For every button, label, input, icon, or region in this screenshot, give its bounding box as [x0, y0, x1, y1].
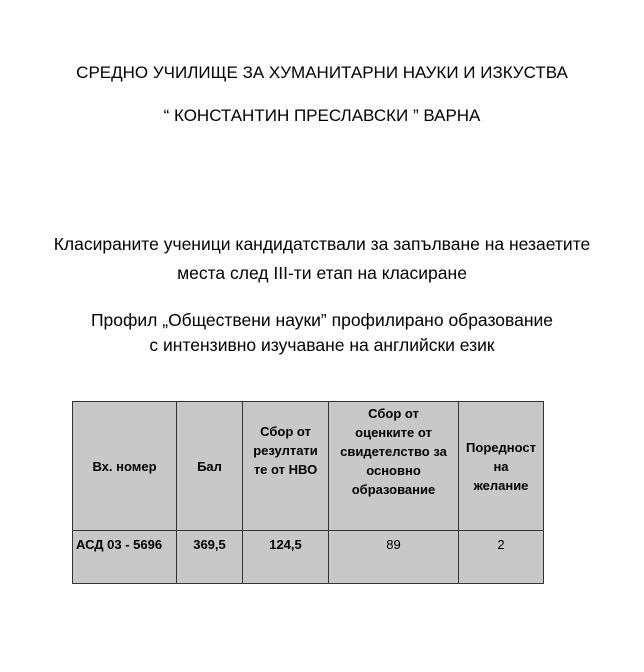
header-cert-l5: образование: [351, 482, 436, 497]
header-pref-l1: Поредност: [466, 439, 536, 455]
title-line2: места след III-ти етап на класиране: [177, 263, 467, 283]
header-pref-l2: на: [493, 458, 509, 474]
results-table: [72, 401, 544, 584]
header-cert-l3: свидетелство за: [340, 444, 447, 459]
header-entry-number: [73, 402, 177, 531]
header-score: [177, 402, 243, 531]
cell-preference-order: 2: [459, 531, 544, 584]
header-nvo-sum: [243, 402, 329, 531]
header-nvo-sum-l3: те от НВО: [253, 462, 318, 477]
header-preference-order: [459, 402, 544, 531]
header-nvo-sum-l2: резултати: [253, 443, 318, 458]
cell-score: 369,5: [177, 531, 243, 584]
cell-certificate-sum: 89: [329, 531, 459, 584]
profile-line1: Профил „Обществени науки” профилирано образование: [90, 310, 554, 330]
header-cert-l2: оценките от: [355, 425, 432, 440]
cell-entry-number: АСД 03 - 5696: [73, 531, 177, 584]
profile-line2: с интензивно изучаване на английски език: [149, 335, 495, 355]
header-nvo-sum-l1: Сбор от: [260, 424, 311, 439]
header-cert-l1: Сбор от: [368, 406, 419, 421]
header-pref-l3: желание: [473, 477, 529, 493]
header-cert-l4: основно: [366, 463, 421, 478]
header-entry-number-text: Вх. номер: [92, 458, 157, 474]
cell-nvo-sum: 124,5: [243, 531, 329, 584]
header-certificate-sum: [329, 402, 459, 531]
title-line1: Класираните ученици кандидатствали за запълване на незаетите: [53, 234, 591, 254]
school-name-line2: “ КОНСТАНТИН ПРЕСЛАВСКИ ” ВАРНА: [163, 106, 481, 125]
school-name-line1: СРЕДНО УЧИЛИЩЕ ЗА ХУМАНИТАРНИ НАУКИ И ИЗКУСТВА: [76, 63, 568, 82]
header-score-text: Бал: [197, 458, 222, 474]
table-row: [73, 531, 544, 584]
table-header-row: [73, 402, 544, 531]
